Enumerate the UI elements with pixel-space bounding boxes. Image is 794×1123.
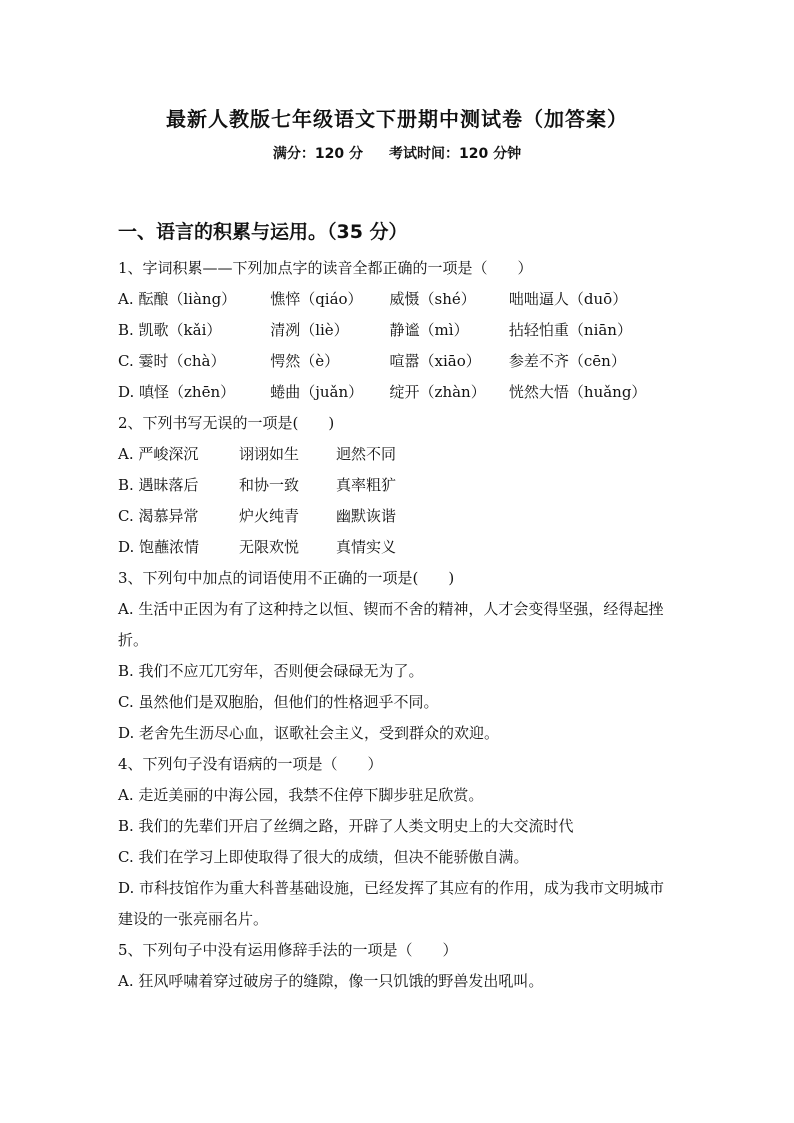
exam-info	[0, 143, 794, 163]
question-1-option-a	[118, 284, 678, 315]
option-cell: 参差不齐（cēn）	[508, 352, 626, 370]
option-cell: 蜷曲（juǎn）	[270, 383, 364, 401]
question-3-option-a: A. 生活中正因为有了这种持之以恒、锲而不舍的精神，人才会变得坚强，经得起挫折。	[118, 600, 664, 649]
question-3-option-c: C. 虽然他们是双胞胎，但他们的性格迥乎不同。	[118, 693, 439, 711]
option-cell: 恍然大悟（huǎng）	[508, 383, 647, 401]
question-1-stem: 1、字词积累——下列加点字的读音全都正确的一项是（ ）	[118, 259, 533, 277]
question-5-stem: 5、下列句子中没有运用修辞手法的一项是（ ）	[118, 941, 458, 959]
question-3-option-d: D. 老舍先生沥尽心血，讴歌社会主义，受到群众的欢迎。	[118, 724, 500, 742]
option-cell: A. 严峻深沉	[118, 445, 199, 463]
option-cell: 真情实义	[336, 538, 397, 556]
option-cell: 愕然（è）	[270, 352, 340, 370]
option-cell: 拈轻怕重（niān）	[508, 321, 632, 339]
option-cell: 炉火纯青	[239, 507, 300, 525]
option-cell: C. 渴慕异常	[118, 507, 199, 525]
question-5-option-a: A. 狂风呼啸着穿过破房子的缝隙，像一只饥饿的野兽发出吼叫。	[118, 972, 544, 990]
question-2-stem: 2、下列书写无误的一项是( )	[118, 414, 335, 432]
option-cell: 憔悴（qiáo）	[270, 290, 363, 308]
page-title: 最新人教版七年级语文下册期中测试卷（加答案）	[166, 107, 628, 131]
question-2-option-a	[118, 439, 678, 470]
question-2-option-b	[118, 470, 678, 501]
option-cell: 和协一致	[239, 476, 300, 494]
option-cell: 真率粗犷	[336, 476, 397, 494]
option-cell: 静谧（mì）	[389, 321, 469, 339]
time-info: 考试时间：120 分钟	[389, 146, 522, 162]
option-cell: 威慑（shé）	[389, 290, 476, 308]
option-cell: C. 霎时（chà）	[118, 352, 226, 370]
question-4-option-b: B. 我们的先辈们开启了丝绸之路，开辟了人类文明史上的大交流时代	[118, 817, 574, 835]
question-4-stem: 4、下列句子没有语病的一项是（ ）	[118, 755, 383, 773]
question-2-option-c	[118, 501, 678, 532]
question-1-option-c	[118, 346, 678, 377]
option-cell: 幽默诙谐	[336, 507, 397, 525]
question-1-option-b	[118, 315, 678, 346]
question-4-option-a: A. 走近美丽的中海公园，我禁不住停下脚步驻足欣赏。	[118, 786, 484, 804]
question-3-stem: 3、下列句中加点的词语使用不正确的一项是( )	[118, 569, 455, 587]
option-cell: B. 遇昧落后	[118, 476, 199, 494]
option-cell: D. 饱蘸浓情	[118, 538, 200, 556]
score-info: 满分：120 分	[272, 146, 363, 162]
question-4-option-d: D. 市科技馆作为重大科普基础设施，已经发挥了其应有的作用，成为我市文明城市建设的一张亮丽名片。	[118, 879, 665, 928]
option-cell: 无限欢悦	[239, 538, 300, 556]
option-cell: 诩诩如生	[239, 445, 300, 463]
question-2-option-d	[118, 532, 678, 563]
section-heading: 一、语言的积累与运用。（35 分）	[118, 221, 408, 243]
option-cell: 喧嚣（xiāo）	[389, 352, 481, 370]
question-3-option-b: B. 我们不应兀兀穷年，否则便会碌碌无为了。	[118, 662, 424, 680]
option-cell: D. 嗔怪（zhēn）	[118, 383, 236, 401]
question-list	[118, 253, 678, 997]
option-cell: A. 酝酿（liàng）	[118, 290, 237, 308]
question-1-option-d	[118, 377, 678, 408]
option-cell: B. 凯歌（kǎi）	[118, 321, 222, 339]
option-cell: 咄咄逼人（duō）	[508, 290, 628, 308]
question-4-option-c: C. 我们在学习上即使取得了很大的成绩，但决不能骄傲自满。	[118, 848, 529, 866]
option-cell: 迥然不同	[336, 445, 397, 463]
option-cell: 绽开（zhàn）	[389, 383, 486, 401]
option-cell: 清冽（liè）	[270, 321, 349, 339]
